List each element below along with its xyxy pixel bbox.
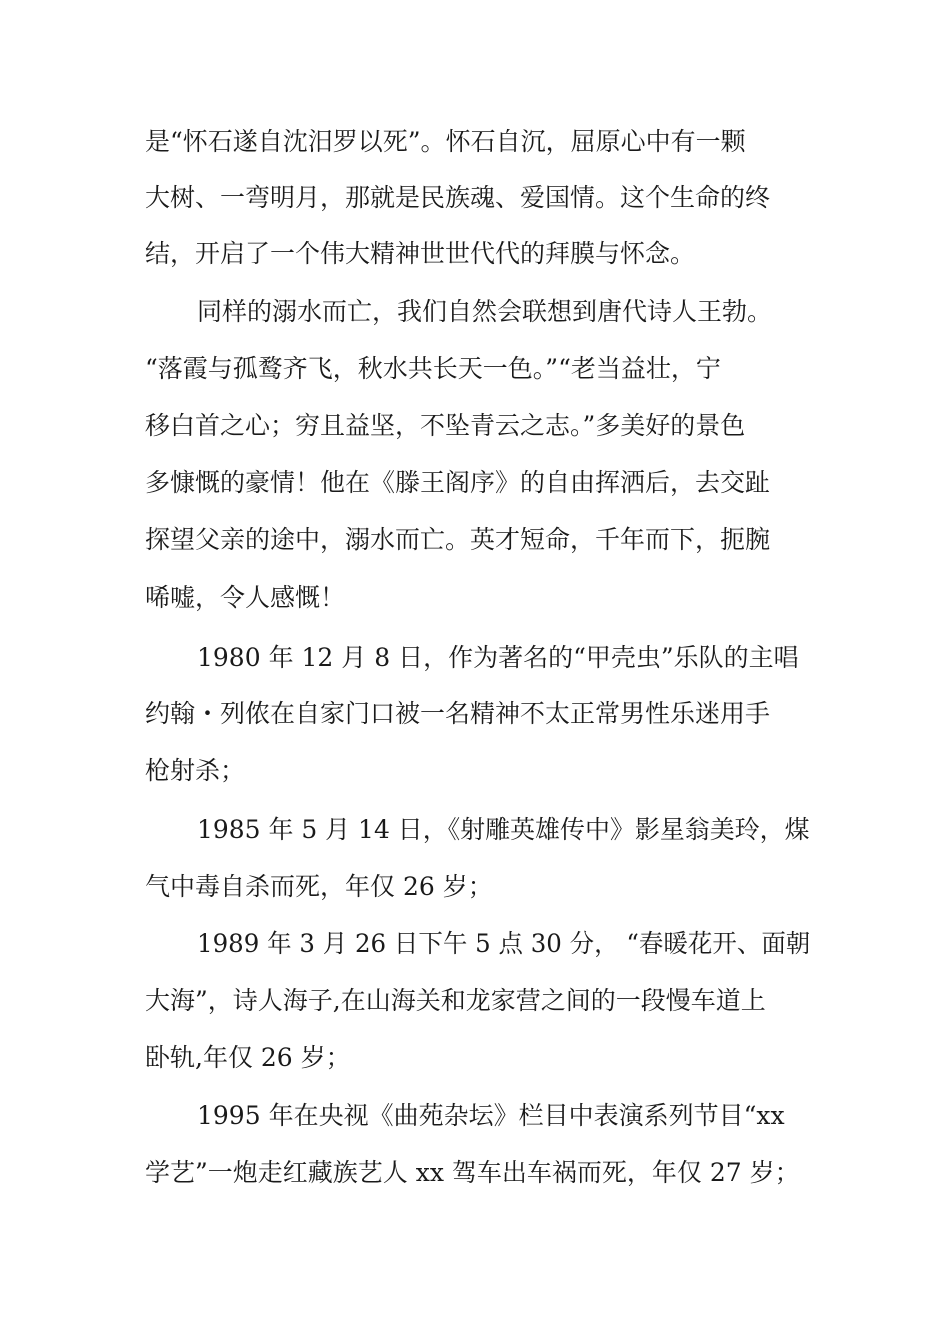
text-line: 探望父亲的途中，溺水而亡。英才短命，千年而下，扼腕 [145,525,771,554]
text-line: 卧轨,年仅 26 岁； [145,1043,351,1072]
text-line: 是“怀石遂自沈汨罗以死”。怀石自沉，屈原心中有一颗 [145,127,746,156]
text-line: 气中毒自杀而死，年仅 26 岁； [145,872,493,901]
text-line: 结，开启了一个伟大精神世世代代的拜膜与怀念。 [145,239,696,268]
text-line: 1989 年 3 月 26 日下午 5 点 30 分， “春暖花开、面朝 [197,929,811,958]
text-line: “落霞与孤鹜齐飞，秋水共长天一色。”“老当益壮，宁 [145,354,721,383]
text-line: 约翰・列侬在自家门口被一名精神不太正常男性乐迷用手 [145,699,771,728]
text-line: 唏嘘，令人感慨！ [145,583,346,612]
text-line: 枪射杀； [145,756,246,785]
text-line: 同样的溺水而亡，我们自然会联想到唐代诗人王勃。 [197,297,773,326]
text-line: 1995 年在央视《曲苑杂坛》栏目中表演系列节目“xx [197,1101,785,1130]
text-line: 1980 年 12 月 8 日，作为著名的“甲壳虫”乐队的主唱 [197,643,799,672]
text-line: 大树、一弯明月，那就是民族魂、爱国情。这个生命的终 [145,183,771,212]
text-line: 移白首之心；穷且益坚，不坠青云之志。”多美好的景色 [145,411,746,440]
text-line: 大海”，诗人海子,在山海关和龙家营之间的一段慢车道上 [145,986,766,1015]
text-line: 学艺”一炮走红藏族艺人 xx 驾车出车祸而死，年仅 27 岁； [145,1158,800,1187]
text-line: 多慷慨的豪情！他在《滕王阁序》的自由挥洒后，去交趾 [145,468,771,497]
text-line: 1985 年 5 月 14 日，《射雕英雄传中》影星翁美玲，煤 [197,815,810,844]
